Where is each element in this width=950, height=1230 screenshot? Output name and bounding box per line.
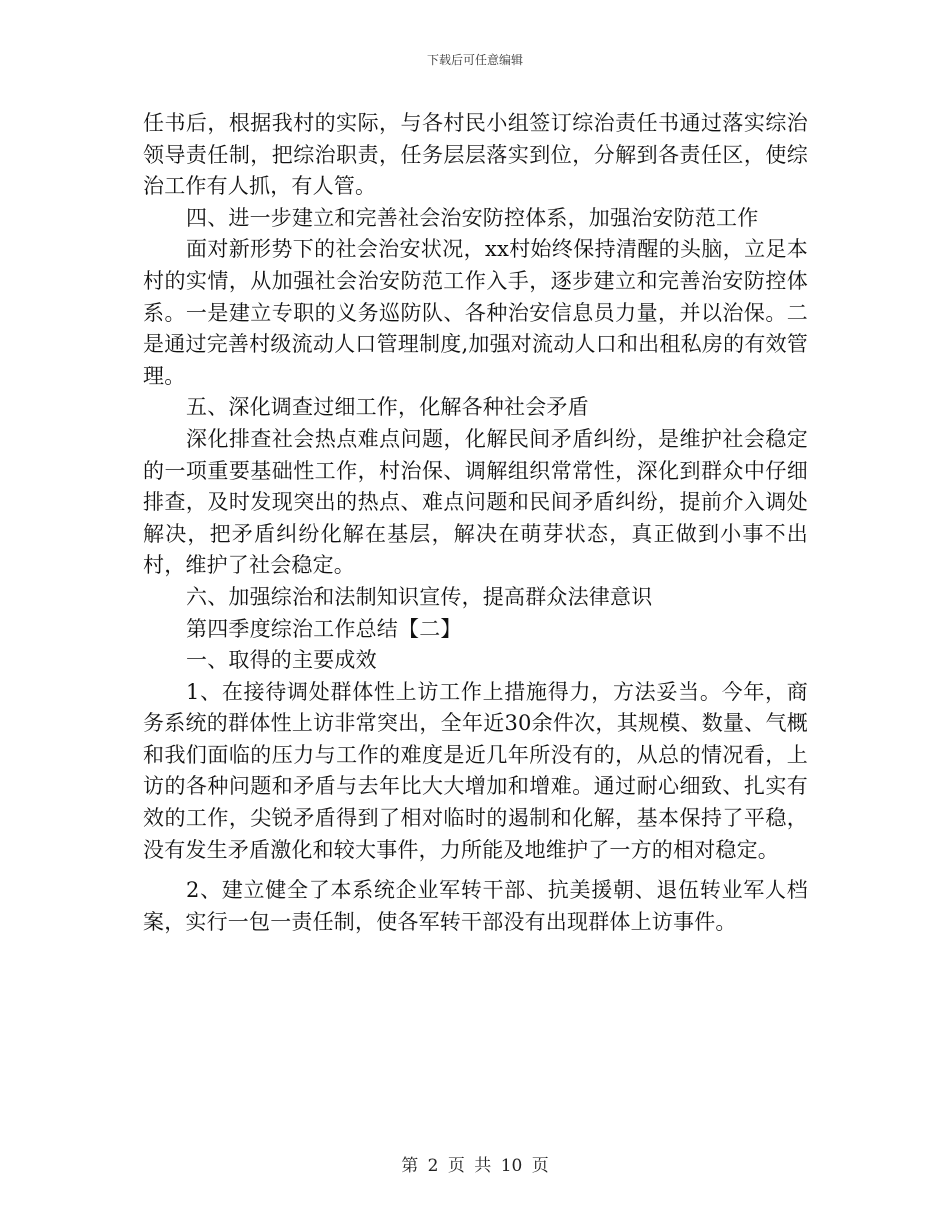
- document-body: [143, 108, 808, 938]
- section-heading: 一、取得的主要成效: [186, 648, 377, 673]
- section-heading: 六、加强综治和法制知识宣传，提高群众法律意识: [186, 584, 653, 609]
- paragraph: 面对新形势下的社会治安状况，xx村始终保持清醒的头脑，立足本村的实情，从加强社会治安防范工作入手，逐步建立和完善治安防控体系。一是建立专职的义务巡防队、各种治安信息员力量，并以治保。二是通过完善村级流动人口管理制度,加强对流动人口和出租私房的有效管理。: [143, 237, 808, 388]
- document-subtitle: 第四季度综治工作总结【二】: [186, 616, 462, 641]
- paragraph: 任书后，根据我村的实际，与各村民小组签订综治责任书通过落实综治领导责任制，把综治职责，任务层层落实到位，分解到各责任区，使综治工作有人抓，有人管。: [143, 111, 808, 199]
- section-heading: 四、进一步建立和完善社会治安防控体系，加强治安防范工作: [186, 205, 759, 230]
- section-heading: 五、深化调查过细工作，化解各种社会矛盾: [186, 395, 589, 420]
- paragraph: 深化排查社会热点难点问题，化解民间矛盾纠纷，是维护社会稳定的一项重要基础性工作，村治保、调解组织常常性，深化到群众中仔细排查，及时发现突出的热点、难点问题和民间矛盾纠纷，提前介入调处解决，把矛盾纠纷化解在基层，解决在萌芽状态，真正做到小事不出村，维护了社会稳定。: [143, 426, 808, 578]
- paragraph: 1、在接待调处群体性上访工作上措施得力，方法妥当。今年，商务系统的群体性上访非常突出，全年近30余件次，其规模、数量、气概和我们面临的压力与工作的难度是近几年所没有的，从总的情况看，上访的各种问题和矛盾与去年比大大增加和增难。通过耐心细致、扎实有效的工作，尖锐矛盾得到了相对临时的遏制和化解，基本保持了平稳，没有发生矛盾激化和较大事件，力所能及地维护了一方的相对稳定。: [143, 679, 808, 862]
- page-header-note: 下载后可任意编辑: [426, 53, 523, 67]
- paragraph: 2、建立健全了本系统企业军转干部、抗美援朝、退伍转业军人档案，实行一包一责任制，使各军转干部没有出现群体上访事件。: [143, 878, 808, 934]
- page-number: 第 2 页 共 10 页: [401, 1156, 549, 1176]
